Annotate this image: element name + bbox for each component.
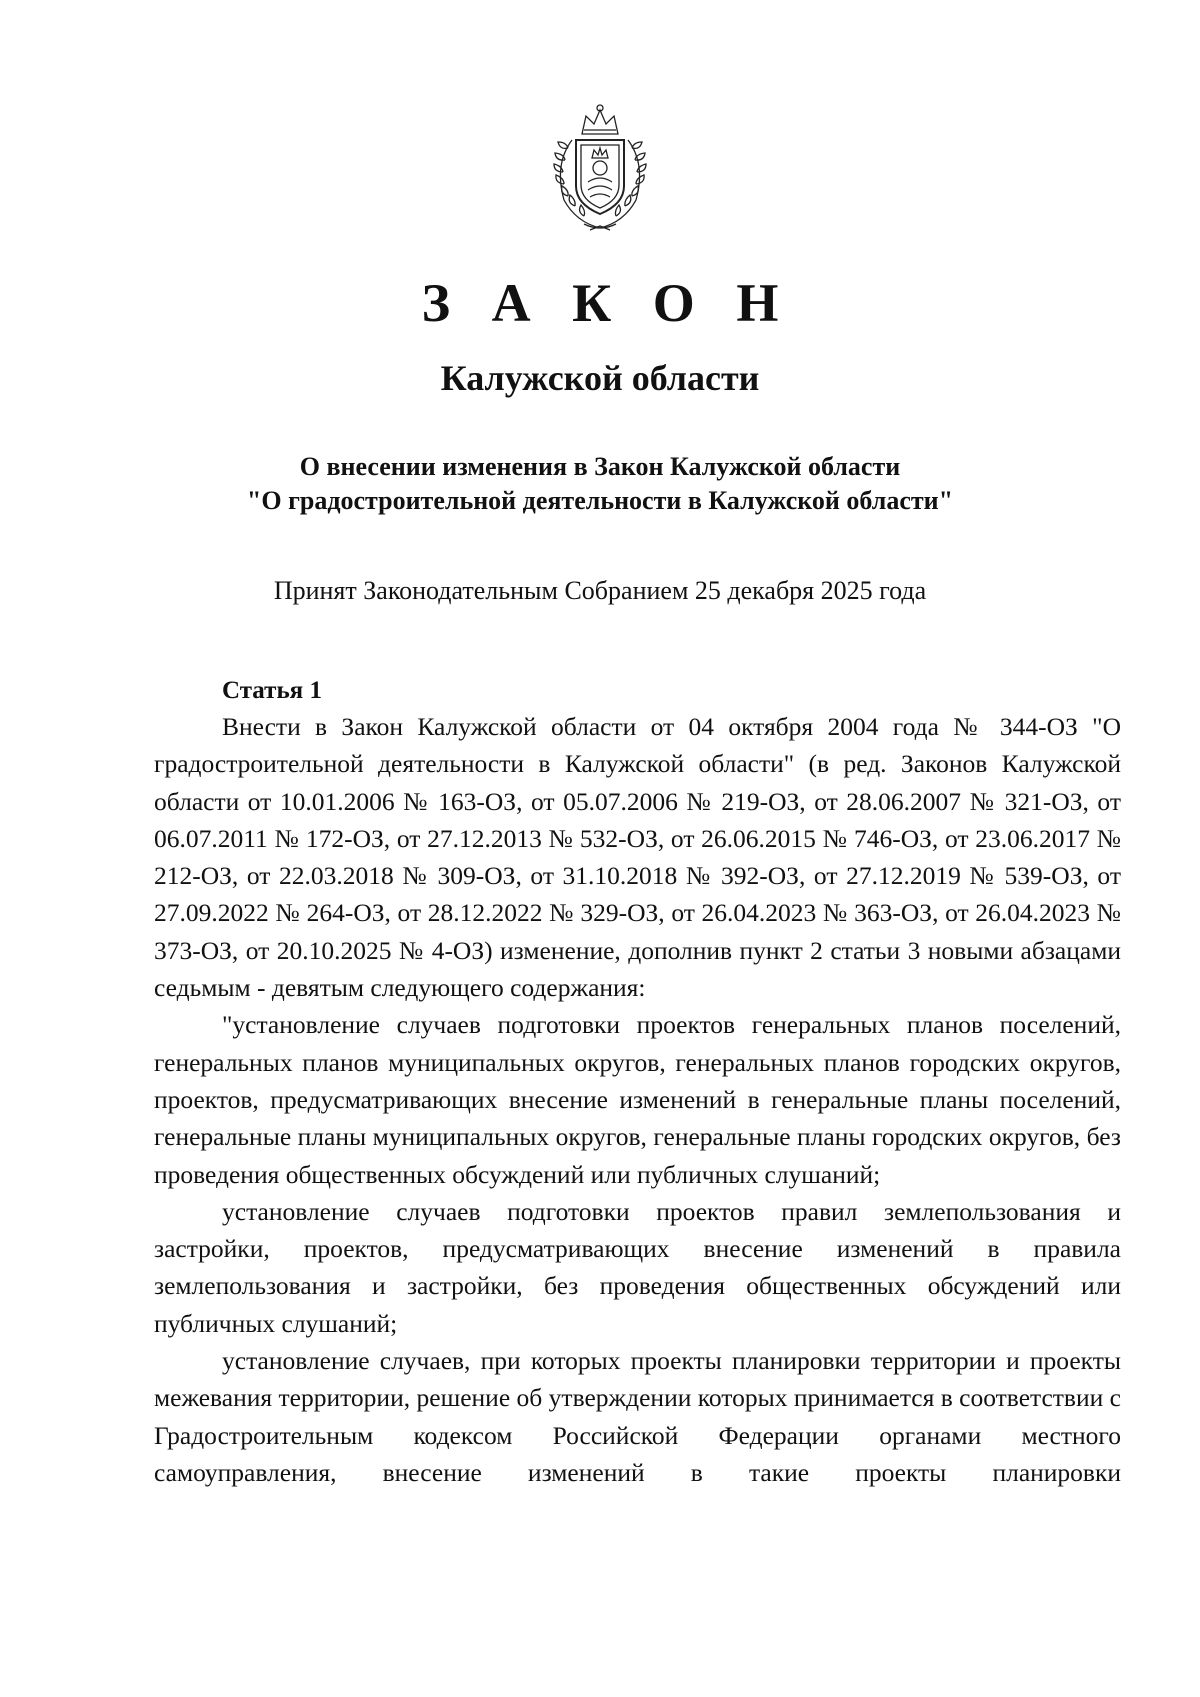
adoption-line: Принят Законодательным Собранием 25 декабря 2025 года	[273, 576, 927, 605]
paragraph: установление случаев, при которых проекты планировки территории и проекты межевания территории, решение об утверждении которых принимается в соответствии с Градостроительным кодексом Российской Федерации органами местного самоуправления, внесение изменений в такие проекты планировки	[154, 1346, 1121, 1487]
coat-of-arms-icon	[538, 100, 662, 234]
article-heading: Статья 1	[222, 677, 322, 704]
law-name-line: О внесении изменения в Закон Калужской области	[299, 452, 901, 481]
document-subtitle: Калужской области	[440, 358, 760, 398]
law-name	[0, 450, 1200, 518]
paragraph: установление случаев подготовки проектов правил землепользования и застройки, проектов, предусматривающих внесение изменений в правила землепользования и застройки, без проведения общественных обсуждений или публичных слушаний;	[154, 1196, 1121, 1338]
article-body	[154, 708, 1121, 1491]
document-title: З А К О Н	[421, 273, 793, 333]
paragraph: Внести в Закон Калужской области от 04 октября 2004 года № 344-ОЗ "О градостроительной деятельности в Калужской области" (в ред. Законов Калужской области от 10.01.2006 № 163-ОЗ, от 05.07.2006 № 219-ОЗ, от 28.06.2007 № 321-ОЗ, от 06.07.2011 № 172-ОЗ, от 27.12.2013 № 532-ОЗ, от 26.06.2015 № 746-ОЗ, от 23.06.2017 № 212-ОЗ, от 22.03.2018 № 309-ОЗ, от 31.10.2018 № 392-ОЗ, от 27.12.2019 № 539-ОЗ, от 27.09.2022 № 264-ОЗ, от 28.12.2022 № 329-ОЗ, от 26.04.2023 № 363-ОЗ, от 26.04.2023 № 373-ОЗ, от 20.10.2025 № 4-ОЗ) изменение, дополнив пункт 2 статьи 3 новыми абзацами седьмым - девятым следующего содержания:	[154, 712, 1121, 1003]
law-name-line: "О градостроительной деятельности в Калужской области"	[246, 486, 954, 515]
paragraph: "установление случаев подготовки проектов генеральных планов поселений, генеральных планов муниципальных округов, генеральных планов городских округов, проектов, предусматривающих внесение изменений в генеральные планы поселений, генеральные планы муниципальных округов, генеральные планы городских округов, без проведения общественных обсуждений или публичных слушаний;	[154, 1010, 1121, 1189]
